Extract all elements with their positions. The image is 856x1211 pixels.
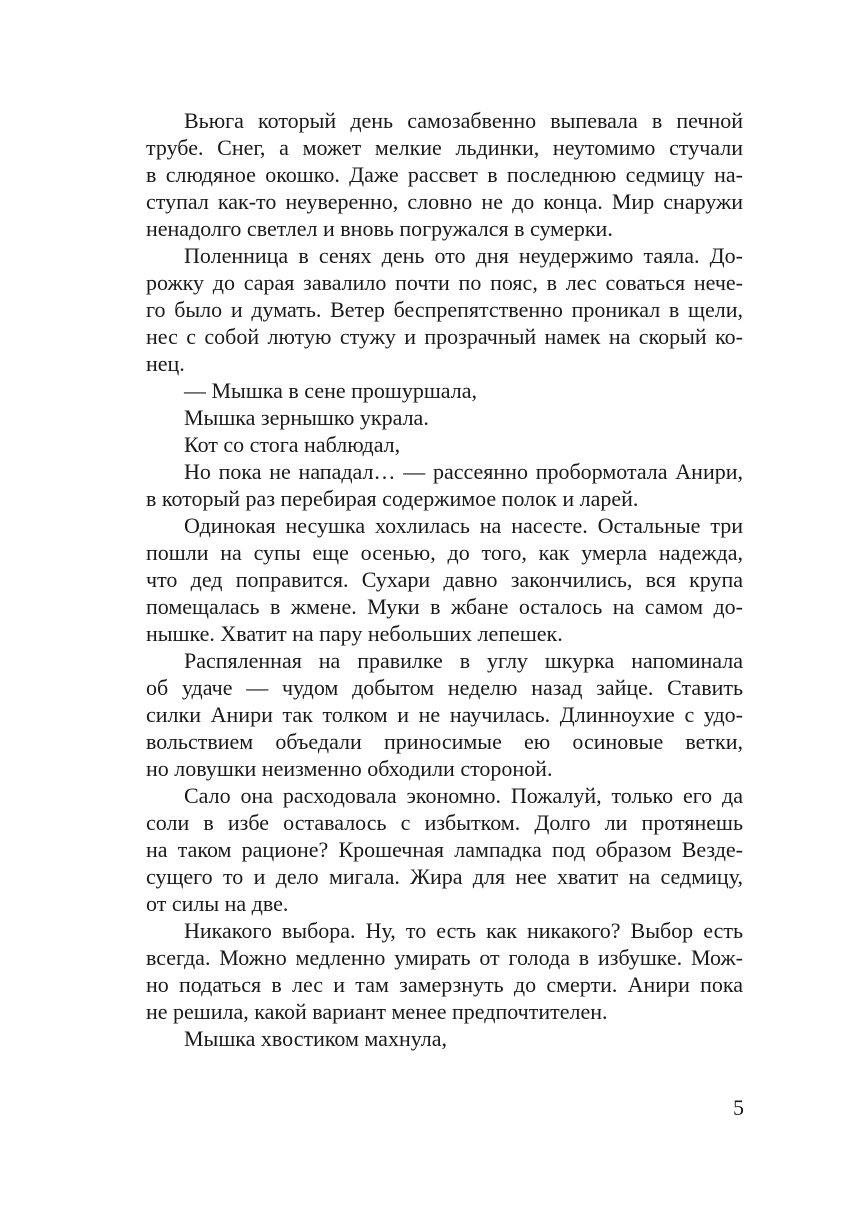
text-line: Кот со стога наблюдал,: [184, 432, 401, 457]
text-line: Мышка зернышко украла.: [184, 405, 429, 430]
text-line: трубе. Снег, а может мелкие льдинки, неутомимо стучали: [146, 135, 743, 160]
text-line: нышке. Хватит на пару небольших лепешек.: [146, 621, 563, 646]
text-line: но податься в лес и там замерзнуть до смерти. Анири пока: [146, 972, 743, 997]
text-line: Поленница в сенях день ото дня неудержимо таяла. До-: [184, 243, 743, 268]
paragraph: [146, 404, 743, 431]
text-line: силки Анири так толком и не научилась. Длинноухие с удо-: [146, 702, 743, 727]
paragraph: [146, 512, 743, 647]
paragraph: [146, 431, 743, 458]
text-line: Никакого выбора. Ну, то есть как никакого? Выбор есть: [184, 918, 743, 943]
text-line: об удаче — чудом добытом неделю назад зайце. Ставить: [146, 675, 743, 700]
text-line: нец.: [146, 351, 185, 376]
text-line: от силы на две.: [146, 891, 289, 916]
text-line: Мышка хвостиком махнула,: [184, 1026, 448, 1051]
text-line: — Мышка в сене прошуршала,: [184, 378, 477, 403]
text-line: рожку до сарая завалило почти по пояс, в лес соваться нече-: [146, 270, 743, 295]
paragraph: [146, 458, 743, 512]
text-line: сущего то и дело мигала. Жира для нее хватит на седмицу,: [146, 864, 743, 889]
text-line: Вьюга который день самозабвенно выпевала в печной: [184, 108, 743, 133]
text-line: вольствием объедали приносимые ею осиновые ветки,: [146, 729, 743, 754]
paragraph: [146, 1025, 743, 1052]
text-line: ступал как-то неуверенно, словно не до конца. Мир снаружи: [146, 189, 743, 214]
text-line: но ловушки неизменно обходили стороной.: [146, 756, 553, 781]
text-line: го было и думать. Ветер беспрепятственно проникал в щели,: [146, 297, 743, 322]
text-line: помещалась в жмене. Муки в жбане осталось на самом до-: [146, 594, 743, 619]
paragraph: [146, 377, 743, 404]
page-number: 5: [733, 1095, 744, 1120]
paragraph: [146, 107, 743, 242]
text-line: соли в избе оставалось с избытком. Долго ли протянешь: [146, 810, 743, 835]
text-line: Но пока не нападал… — рассеянно пробормотала Анири,: [184, 459, 743, 484]
paragraph: [146, 917, 743, 1025]
text-line: в который раз перебирая содержимое полок и ларей.: [146, 486, 639, 511]
body-text: [146, 107, 743, 1052]
paragraph: [146, 647, 743, 782]
text-line: Одинокая несушка хохлилась на насесте. Остальные три: [184, 513, 743, 538]
text-line: пошли на супы еще осенью, до того, как умерла надежда,: [146, 540, 743, 565]
text-line: всегда. Можно медленно умирать от голода в избушке. Мож-: [146, 945, 743, 970]
text-line: не решила, какой вариант менее предпочтителен.: [146, 999, 608, 1024]
text-line: Распяленная на правилке в углу шкурка напоминала: [184, 648, 743, 673]
text-line: что дед поправится. Сухари давно закончились, вся крупа: [146, 567, 743, 592]
paragraph: [146, 782, 743, 917]
text-line: нес с собой лютую стужу и прозрачный намек на скорый ко-: [146, 324, 743, 349]
text-line: на таком рационе? Крошечная лампадка под образом Везде-: [146, 837, 743, 862]
text-line: в слюдяное окошко. Даже рассвет в последнюю седмицу на-: [146, 162, 743, 187]
text-line: ненадолго светлел и вновь погружался в сумерки.: [146, 216, 613, 241]
text-line: Сало она расходовала экономно. Пожалуй, только его да: [184, 783, 743, 808]
paragraph: [146, 242, 743, 377]
